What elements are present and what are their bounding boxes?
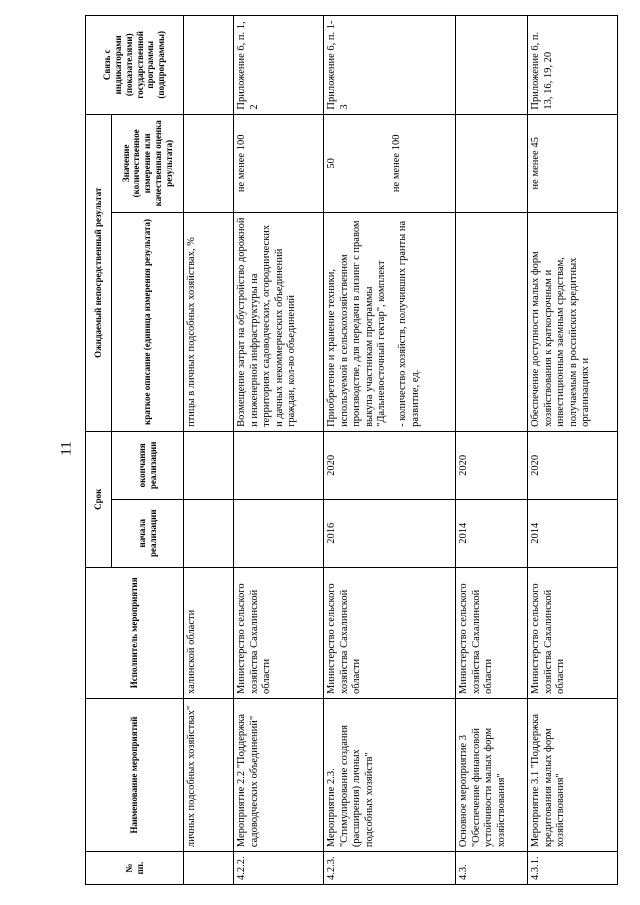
cell-end: 2020 [528,431,618,499]
header-executor: Исполнитель мероприятия [86,567,184,698]
cell-num: 4.3.1. [528,852,618,885]
cell-executor: халинской области [184,567,234,698]
cell-desc: Возмещение затрат на обустройство дорожной и инженерной инфраструктуры на территориях садоводческих, огороднических и дачных некоммерческих объединений граждан, кол-во объединений [234,213,324,432]
cell-name: личных подсобных хозяйствах" [184,698,234,851]
cell-indicator: Приложение 6, п. 1-3 [324,16,456,115]
cell-desc-main: Приобретение и хранение техники, используемой в сельскохозяйственном производстве, для передачи в лизинг с правом выкупа участникам программы "Дальневосточный гектар", комплект [326,220,388,427]
cell-start [234,499,324,567]
header-expected: Ожидаемый непосредственный результат [86,114,112,431]
cell-desc [324,213,456,432]
header-expected-value: Значение (количественное измерение или качественная оценка результата) [112,114,184,212]
cell-value-main: 50 [326,158,337,169]
header-term-end: окончания реализации [112,431,184,499]
cell-desc: Обеспечение доступности малых форм хозяйствования к краткосрочным и инвестиционным заемным средствам, получаемым в российских кредитных организациях и [528,213,618,432]
cell-num [184,852,234,885]
cell-desc [456,213,528,432]
cell-num: 4.3. [456,852,528,885]
cell-indicator [184,16,234,115]
cell-name: Мероприятие 3.1 "Поддержка кредитования малых форм хозяйствования" [528,698,618,851]
cell-name: Мероприятие 2.3. "Стимулирование создания (расширения) личных подсобных хозяйств" [324,698,456,851]
cell-executor: Министерство сельского хозяйства Сахалинской области [456,567,528,698]
cell-indicator: Приложение 6, п. 13, 16, 19, 20 [528,16,618,115]
cell-desc-extra: - количество хозяйств, получивших гранты на развитие, ед. [396,220,421,427]
cell-end: 2020 [324,431,456,499]
rotated-table-container [85,15,625,885]
cell-desc: птицы в личных подсобных хозяйствах, % [184,213,234,432]
cell-end: 2020 [456,431,528,499]
cell-executor: Министерство сельского хозяйства Сахалинской области [234,567,324,698]
cell-executor: Министерство сельского хозяйства Сахалинской области [324,567,456,698]
header-term-start: начала реализации [112,499,184,567]
table-row [184,16,234,885]
cell-value: не менее 45 [528,114,618,212]
cell-end [184,431,234,499]
table-row [324,16,456,885]
table-row [234,16,324,885]
cell-num: 4.2.3. [324,852,456,885]
cell-start: 2014 [528,499,618,567]
cell-name: Основное мероприятие 3 "Обеспечение финансовой устойчивости малых форм хозяйствования" [456,698,528,851]
cell-value [456,114,528,212]
table-row [456,16,528,885]
header-indicator: Связь с индикаторами (показателями) государственной программы (подпрограммы) [86,16,184,115]
page-number: 11 [58,441,75,456]
cell-name: Мероприятие 2.2 "Поддержка садоводческих объединений" [234,698,324,851]
cell-start: 2014 [456,499,528,567]
cell-executor: Министерство сельского хозяйства Сахалинской области [528,567,618,698]
header-name: Наименование мероприятий [86,698,184,851]
cell-start: 2016 [324,499,456,567]
cell-value [184,114,234,212]
cell-indicator [456,16,528,115]
cell-value-extra: не менее 100 [390,134,402,193]
cell-end [234,431,324,499]
cell-start [184,499,234,567]
cell-num: 4.2.2. [234,852,324,885]
cell-value [324,114,456,212]
program-table [85,15,618,885]
header-expected-desc: краткое описание (единица измерения результата) [112,213,184,432]
header-num: № пп. [86,852,184,885]
cell-indicator: Приложение 6, п. 1, 2 [234,16,324,115]
table-row [528,16,618,885]
header-term: Срок [86,431,112,567]
cell-value: не менее 100 [234,114,324,212]
